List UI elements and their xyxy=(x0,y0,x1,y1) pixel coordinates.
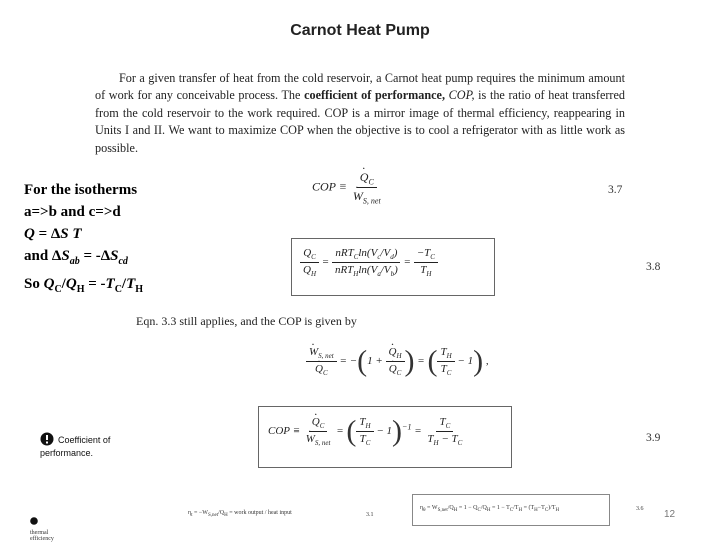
page-title: Carnot Heat Pump xyxy=(290,22,430,39)
isotherm-line-4: and $\Delta S_{ab} = -\Delta S_{cd}$ xyxy=(24,248,128,267)
intro-italic: COP, xyxy=(445,88,475,103)
info-bullet-icon xyxy=(40,432,54,446)
isotherm-derivation xyxy=(24,179,143,301)
coefficient-note xyxy=(40,430,110,459)
intro-bold: coefficient of performance, xyxy=(304,88,446,103)
work-ratio-equation: · $W_{S, net}$ · $Q_C$ = −(1 + · $Q_H$ · $Q_C$ ) = ( $\frac{T_H}{T_C}$ − 1) , xyxy=(306,346,489,377)
equation-number-3-9: 3.9 xyxy=(646,432,661,444)
equation-3-9: COP ≡ · $Q_C$ · $W_{S, net}$ = ( $\frac{T_H}{T_C}$ − 1)$^{-1}$ = $\frac{T_C}{T_H - T_C}$ xyxy=(268,416,465,447)
footer-eq-num-3-1: 3.1 xyxy=(366,512,374,518)
equation-number-3-8: 3.8 xyxy=(646,261,661,273)
page-number: 12 xyxy=(664,509,676,520)
intro-paragraph xyxy=(95,70,625,157)
footer-thermal-note xyxy=(30,512,60,542)
equation-3-8: $\frac{Q_C}{Q_H}$ = $\frac{nRT_C\ln(V_c/V_d)}{nRT_H\ln(V_a/V_b)}$ = $\frac{-T_C}{T_H}$ xyxy=(300,247,438,278)
isotherm-line-2: a=>b and c=>d xyxy=(24,204,121,220)
small-info-icon xyxy=(30,517,38,525)
note-line-1: Coefficient of xyxy=(58,435,111,445)
note-line-2: performance. xyxy=(40,448,94,458)
footer-eq-num-3-6: 3.6 xyxy=(636,506,644,512)
intro-text-2: is the ratio of heat transferred from the cold reservoir to the work required. COP is a mirror image of thermal efficiency, reappearing in Units I and II. We want to maximize COP when the objective is to cool a refrigerator with as little work as possible. xyxy=(95,88,625,155)
intro-text-1: For a given transfer of heat from the cold reservoir, a Carnot heat pump requires the minimum amount of work for any conceivable process. The xyxy=(95,71,625,103)
footer-left-text: thermal efficiency xyxy=(30,530,54,542)
equation-3-7: COP ≡ · $Q_C$ · $W_{S, net}$ xyxy=(312,170,384,206)
isotherm-line-1: For the isotherms xyxy=(24,182,138,198)
footer-eq-3-6: $\eta_\theta = W_{S,net}/Q_H = 1 - Q_C/Q_H = 1 - T_C/T_H = (T_H-T_C)/T_H$ xyxy=(420,505,560,514)
equation-number-3-7: 3.7 xyxy=(608,184,623,196)
footer-eq-3-1: $\eta_t = -W_{S,net}/Q_H$ = work output / heat input xyxy=(188,510,292,519)
isotherm-line-3: Q = ΔS T xyxy=(24,226,82,242)
eqn-3-3-sentence: Eqn. 3.3 still applies, and the COP is given by xyxy=(136,314,357,328)
isotherm-line-5: So $Q_C/Q_H = -T_C/T_H$ xyxy=(24,276,144,295)
